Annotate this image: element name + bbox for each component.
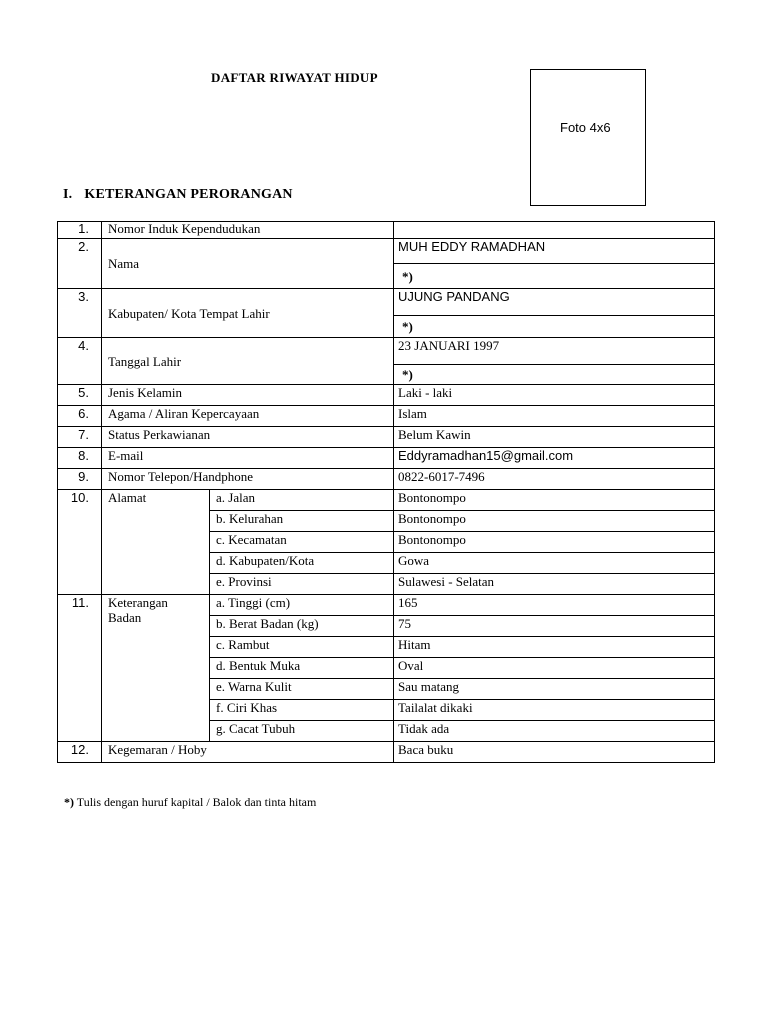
row-number: 4. [58,338,102,385]
table-row [58,469,715,490]
row-value [394,222,715,239]
sub-value: Bontonompo [394,511,715,532]
sub-value: Tidak ada [394,721,715,742]
sub-label: d. Bentuk Muka [210,658,394,679]
row-label: Status Perkawianan [102,427,394,448]
sub-value: Oval [394,658,715,679]
row-label: Nomor Telepon/Handphone [102,469,394,490]
row-label: Kegemaran / Hoby [102,742,394,763]
sub-value: Hitam [394,637,715,658]
row-number: 11. [58,595,102,742]
section-title: KETERANGAN PERORANGAN [84,187,293,202]
row-label: Nomor Induk Kependudukan [102,222,394,239]
row-value: 0822-6017-7496 [394,469,715,490]
row-number: 5. [58,385,102,406]
row-number: 1. [58,222,102,239]
row-number: 3. [58,289,102,338]
sub-value: Sau matang [394,679,715,700]
table-row [58,406,715,427]
table-row [58,385,715,406]
row-value: 23 JANUARI 1997 [394,338,715,365]
personal-info-table [57,221,715,763]
table-row [58,239,715,264]
row-note: *) [394,316,715,338]
row-number: 2. [58,239,102,289]
row-number: 9. [58,469,102,490]
row-note: *) [394,365,715,385]
section-number: I. [63,187,73,202]
section-heading [63,187,293,203]
row-number: 7. [58,427,102,448]
row-label [102,595,210,742]
sub-label: a. Tinggi (cm) [210,595,394,616]
row-value: MUH EDDY RAMADHAN [394,239,715,264]
sub-value: Bontonompo [394,532,715,553]
table-row [58,427,715,448]
sub-label: g. Cacat Tubuh [210,721,394,742]
photo-label: Foto 4x6 [560,120,611,135]
table-row [58,490,715,511]
sub-value: Bontonompo [394,490,715,511]
table-row [58,338,715,365]
row-label: Agama / Aliran Kepercayaan [102,406,394,427]
table-row [58,222,715,239]
table-row [58,742,715,763]
sub-value: 75 [394,616,715,637]
row-label: E-mail [102,448,394,469]
row-value: Laki - laki [394,385,715,406]
sub-label: b. Berat Badan (kg) [210,616,394,637]
row-value: UJUNG PANDANG [394,289,715,316]
table-row [58,289,715,316]
document-title: DAFTAR RIWAYAT HIDUP [211,70,378,85]
sub-label: c. Rambut [210,637,394,658]
row-value: Belum Kawin [394,427,715,448]
table-row [58,448,715,469]
row-value: Eddyramadhan15@gmail.com [394,448,715,469]
row-label: Nama [102,239,394,289]
footnote-mark: *) [64,795,74,809]
sub-value: 165 [394,595,715,616]
sub-label: a. Jalan [210,490,394,511]
footnote-text: Tulis dengan huruf kapital / Balok dan tinta hitam [76,795,317,809]
row-number: 8. [58,448,102,469]
row-label-line2: Badan [108,610,142,625]
row-number: 6. [58,406,102,427]
row-note: *) [394,264,715,289]
sub-label: e. Warna Kulit [210,679,394,700]
footnote [64,795,316,810]
photo-placeholder [530,69,646,206]
sub-label: d. Kabupaten/Kota [210,553,394,574]
sub-label: c. Kecamatan [210,532,394,553]
row-label: Alamat [102,490,210,595]
row-label-line1: Keterangan [108,595,168,610]
table-row [58,595,715,616]
sub-value: Tailalat dikaki [394,700,715,721]
row-number: 10. [58,490,102,595]
row-label: Jenis Kelamin [102,385,394,406]
sub-label: f. Ciri Khas [210,700,394,721]
row-value: Baca buku [394,742,715,763]
row-number: 12. [58,742,102,763]
row-label: Kabupaten/ Kota Tempat Lahir [102,289,394,338]
row-label: Tanggal Lahir [102,338,394,385]
sub-value: Gowa [394,553,715,574]
sub-label: e. Provinsi [210,574,394,595]
sub-label: b. Kelurahan [210,511,394,532]
sub-value: Sulawesi - Selatan [394,574,715,595]
row-value: Islam [394,406,715,427]
